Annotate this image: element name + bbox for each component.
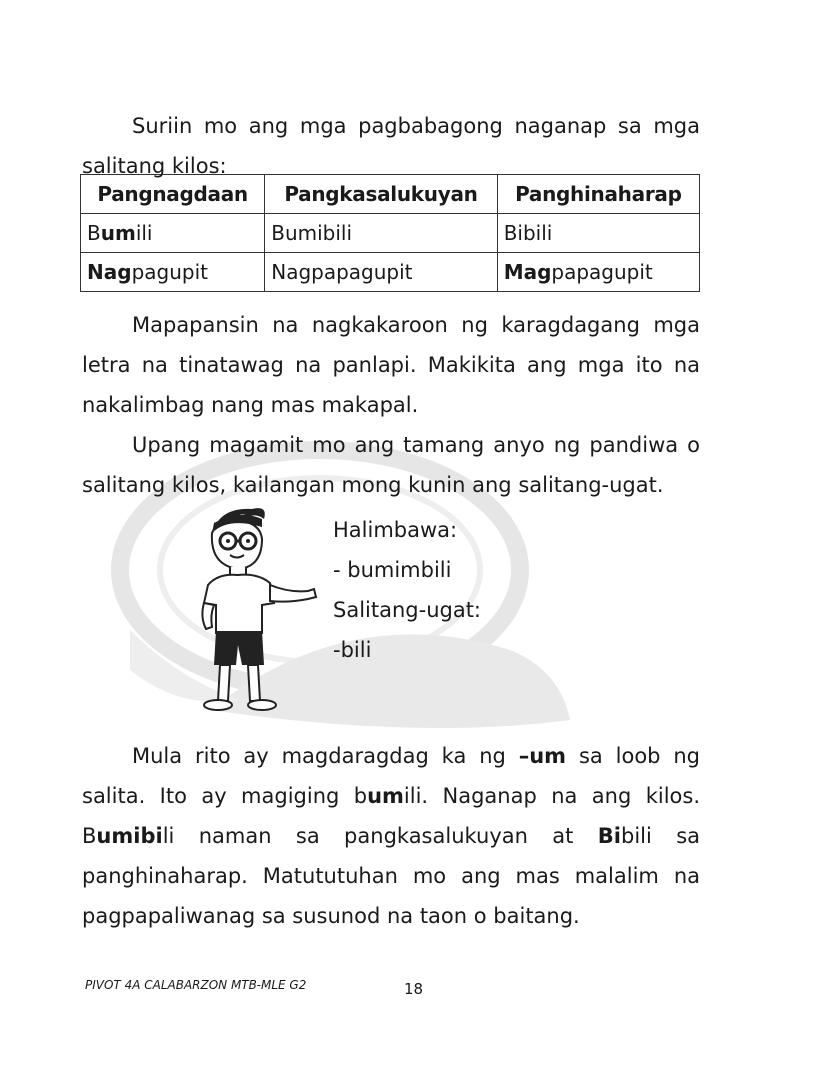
example-word: - bumimbili [333,558,452,582]
header-pangkasalukuyan: Pangkasalukuyan [265,175,497,214]
table-cell: Bumili [81,214,265,253]
table-cell: Nagpapagupit [265,253,497,292]
footer-source: PIVOT 4A CALABARZON MTB-MLE G2 [85,978,307,992]
intro-paragraph: Suriin mo ang mga pagbabagong naganap sa mga salitang kilos: [82,114,700,178]
header-panghinaharap: Panghinaharap [497,175,699,214]
table-cell: Nagpagupit [81,253,265,292]
table-header-row [81,175,700,214]
example-block [333,510,481,670]
table-row [81,253,700,292]
root-word-label: Salitang-ugat: [333,598,482,622]
table-row [81,214,700,253]
table-cell: Bibili [497,214,699,253]
example-label: Halimbawa: [333,518,458,542]
paragraph-explanation: Mula rito ay magdaragdag ka ng –um sa loob ng salita. Ito ay magiging bumili. Naganap na ang kilos. Bumibili naman sa pangkasalukuyan at Bibili sa panghinaharap. Matututuhan mo ang mas malalim na pagpapaliwanag sa susunod na taon o baitang. [82,744,701,928]
header-pangnagdaan: Pangnagdaan [81,175,265,214]
verb-tense-table [80,174,700,292]
root-word: -bili [333,638,372,662]
page-number: 18 [404,980,424,998]
boy-pointing-illustration-icon [190,505,330,720]
paragraph-salitang-ugat: Upang magamit mo ang tamang anyo ng pandiwa o salitang kilos, kailangan mong kunin ang salitang-ugat. [82,433,700,497]
paragraph-panlapi: Mapapansin na nagkakaroon ng karagdagang mga letra na tinatawag na panlapi. Makikita ang mga ito na nakalimbag nang mas makapal. [82,313,700,417]
table-cell: Bumibili [265,214,497,253]
table-cell: Magpapagupit [497,253,699,292]
